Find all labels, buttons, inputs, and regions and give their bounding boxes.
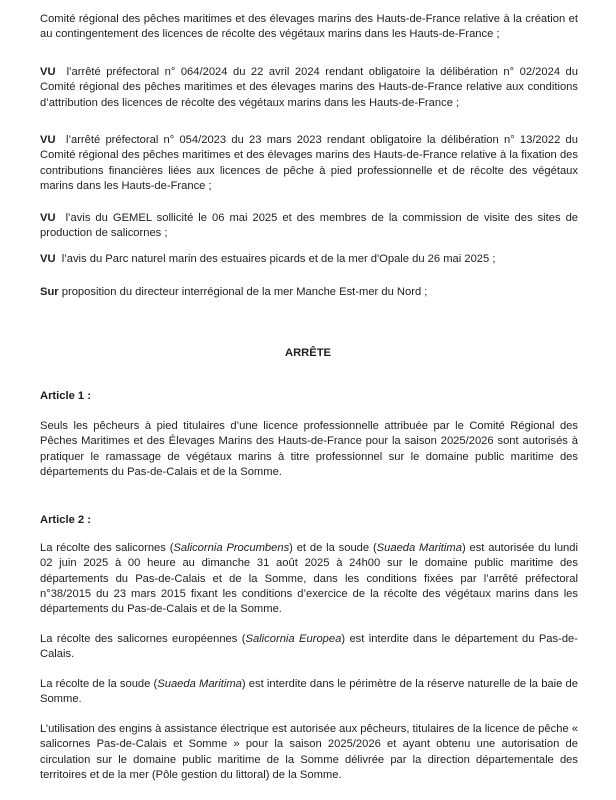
species-name: Salicornia Europea <box>245 633 342 645</box>
species-name: Suaeda Maritima <box>157 678 242 690</box>
vu-paragraph-3: VU l’avis du GEMEL sollicité le 06 mai 2025 et des membres de la commission de visite des sites de production de salicornes ; <box>40 212 579 240</box>
article-2-paragraph-2: La récolte des salicornes européennes (Salicornia Europea) est interdite dans le département du Pas-de-Calais. <box>40 633 579 661</box>
article-2-paragraph-1: La récolte des salicornes (Salicornia Procumbens) et de la soude (Suaeda Maritima) est autorisée du lundi 02 juin 2025 à 00 heure au dimanche 31 août 2025 à 24h00 sur le domaine public maritime des départements du Pas-de-Calais et de la Somme, dans les conditions fixées par l’arrêté préfectoral n°38/2015 du 23 mars 2015 fixant les conditions d’exercice de la récolte des végétaux marins dans les départements du Pas-de-Calais et de la Somme. <box>40 542 578 616</box>
sur-keyword: Sur <box>40 286 59 298</box>
vu-keyword: VU <box>40 134 56 146</box>
vu-paragraph-1: VU l’arrêté préfectoral n° 064/2024 du 22 avril 2024 rendant obligatoire la délibération n° 02/2024 du Comité régional des pêches maritimes et des élevages marins des Hauts-de-France relative aux conditions d’attribution des licences de récolte des végétaux marins dans les Hauts-de-France ; <box>40 66 578 109</box>
species-name: Salicornia Procumbens <box>173 542 290 554</box>
article-2-paragraph-3: La récolte de la soude (Suaeda Maritima) est interdite dans le périmètre de la réserve naturelle de la baie de Somme. <box>40 678 578 706</box>
vu-paragraph-2: VU l’arrêté préfectoral n° 054/2023 du 23 mars 2023 rendant obligatoire la délibération n° 13/2022 du Comité régional des pêches maritimes et des élevages marins des Hauts-de-France relative à la fixation des contributions financières liées aux licences de pêche à pied professionnelle et de récolte des végétaux marins dans les Hauts-de-France ; <box>40 134 578 192</box>
vu-paragraph-4: VU l’avis du Parc naturel marin des estuaires picards et de la mer d'Opale du 26 mai 2025 ; <box>40 253 496 265</box>
article-1-title: Article 1 : <box>40 390 91 402</box>
vu-keyword: VU <box>40 212 56 224</box>
sur-paragraph: Sur proposition du directeur interrégional de la mer Manche Est-mer du Nord ; <box>40 286 428 298</box>
article-1-text: Seuls les pêcheurs à pied titulaires d’une licence professionnelle attribuée par le Comité Régional des Pêches Maritimes et des Élevages Marins des Hauts-de-France pour la saison 2025/2026 sont autorisés à pratiquer le ramassage de végétaux marins à titre professionnel sur le domaine public maritime des départements du Pas-de-Calais et de la Somme. <box>40 420 578 478</box>
preamble-continuation: Comité régional des pêches maritimes et des élevages marins des Hauts-de-France relative à la création et au contingentement des licences de récolte des végétaux marins dans les Hauts-de-France ; <box>40 13 578 41</box>
vu-keyword: VU <box>40 66 56 78</box>
article-2-paragraph-4: L’utilisation des engins à assistance électrique est autorisée aux pêcheurs, titulaires de la licence de pêche « salicornes Pas-de-Calais et Somme » pour la saison 2025/2026 et ayant obtenu une autorisation de circulation sur le domaine public maritime de la Somme délivrée par la direction départementale des territoires et de la mer (Pôle gestion du littoral) de la Somme. <box>40 723 578 781</box>
species-name: Suaeda Maritima <box>376 542 462 554</box>
article-2-title: Article 2 : <box>40 514 91 526</box>
arrete-heading: ARRÊTE <box>285 347 331 359</box>
vu-keyword: VU <box>40 253 56 265</box>
